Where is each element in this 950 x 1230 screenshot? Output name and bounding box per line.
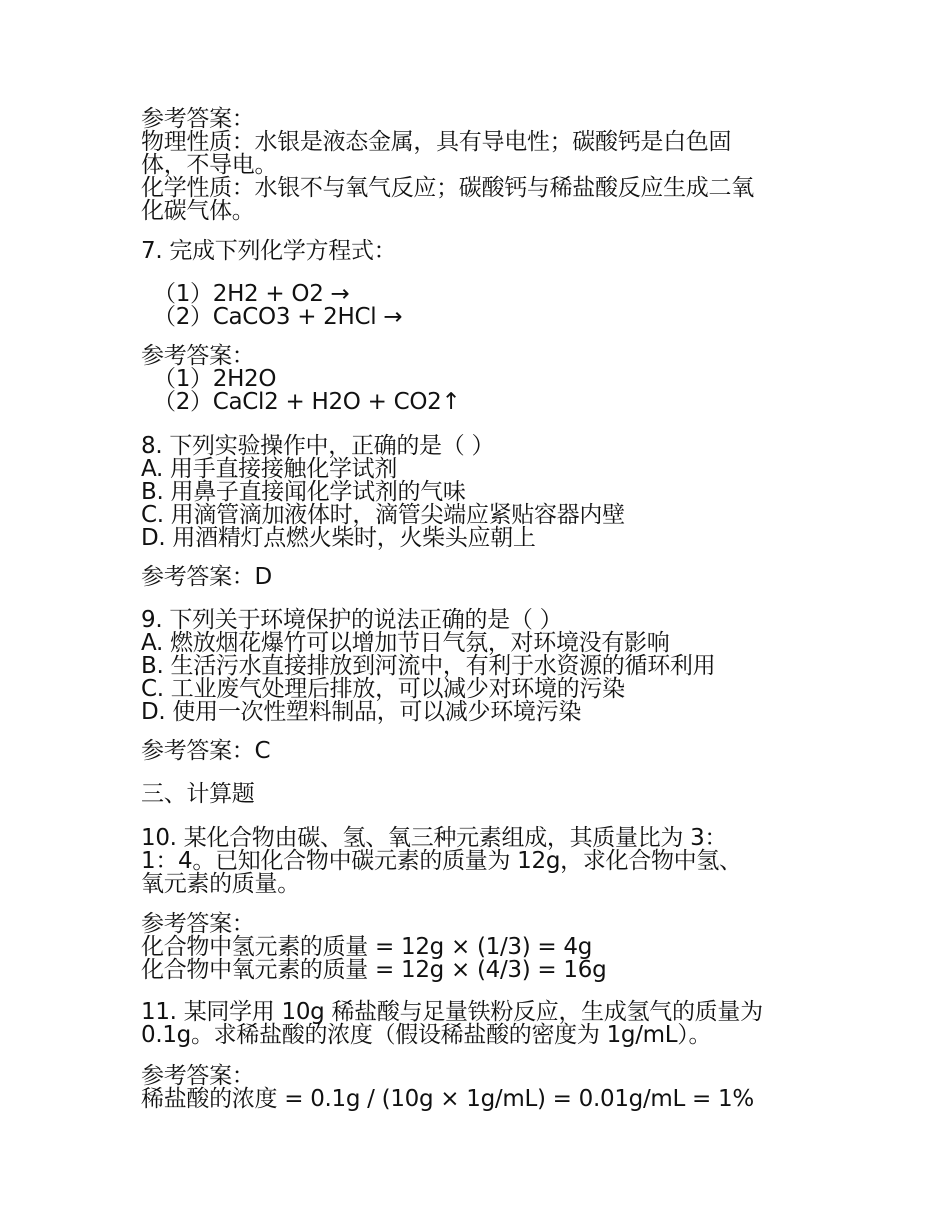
answer-line: 体，不导电。 [141, 152, 278, 178]
answer-label: 参考答案： [141, 343, 255, 369]
section-heading: 三、计算题 [141, 781, 255, 807]
equation-item: （1）2H2 + O2 → [153, 281, 350, 307]
question-text: 11. 某同学用 10g 稀盐酸与足量铁粉反应，生成氢气的质量为 [141, 999, 763, 1025]
question-10 [141, 827, 831, 896]
question-text: 8. 下列实验操作中，正确的是（ ） [141, 433, 495, 459]
answer-line: 化合物中氢元素的质量 = 12g × (1/3) = 4g [141, 934, 593, 960]
answer-line: （1）2H2O [153, 366, 277, 392]
option-d: D. 用酒精灯点燃火柴时，火柴头应朝上 [141, 525, 536, 551]
answer-label: 参考答案： [141, 911, 255, 937]
question-7-items [141, 283, 831, 329]
answer-line: 稀盐酸的浓度 = 0.1g / (10g × 1g/mL) = 0.01g/mL = 1% [141, 1086, 754, 1112]
answer-line: 化合物中氧元素的质量 = 12g × (4/3) = 16g [141, 957, 607, 983]
equation-item: （2）CaCO3 + 2HCl → [153, 304, 403, 330]
option-c: C. 用滴管滴加液体时，滴管尖端应紧贴容器内壁 [141, 502, 625, 528]
answer-block-11 [141, 1065, 831, 1111]
answer-block-7 [141, 345, 831, 414]
answer-line: 化碳气体。 [141, 198, 255, 224]
answer-line: 参考答案：C [141, 738, 271, 764]
question-7 [141, 240, 831, 263]
question-text: 氧元素的质量。 [141, 871, 300, 897]
answer-line: 化学性质：水银不与氧气反应；碳酸钙与稀盐酸反应生成二氧 [141, 175, 754, 201]
answer-block-9 [141, 740, 831, 763]
question-8 [141, 435, 831, 550]
question-9 [141, 609, 831, 724]
answer-line: 物理性质：水银是液态金属，具有导电性；碳酸钙是白色固 [141, 129, 732, 155]
answer-label: 参考答案： [141, 106, 255, 132]
option-a: A. 用手直接接触化学试剂 [141, 456, 398, 482]
option-a: A. 燃放烟花爆竹可以增加节日气氛，对环境没有影响 [141, 630, 670, 656]
question-11 [141, 1001, 831, 1047]
answer-line: （2）CaCl2 + H2O + CO2↑ [153, 389, 461, 415]
question-text: 7. 完成下列化学方程式： [141, 238, 397, 264]
question-text: 0.1g。求稀盐酸的浓度（假设稀盐酸的密度为 1g/mL）。 [141, 1022, 712, 1048]
section-title [141, 783, 831, 806]
question-text: 1：4。已知化合物中碳元素的质量为 12g，求化合物中氢、 [141, 848, 742, 874]
answer-line: 参考答案：D [141, 564, 272, 590]
answer-label: 参考答案： [141, 1063, 255, 1089]
answer-block-8 [141, 566, 831, 589]
answer-block-6 [141, 108, 831, 223]
option-b: B. 生活污水直接排放到河流中，有利于水资源的循环利用 [141, 653, 716, 679]
question-text: 9. 下列关于环境保护的说法正确的是（ ） [141, 607, 563, 633]
option-b: B. 用鼻子直接闻化学试剂的气味 [141, 479, 466, 505]
option-d: D. 使用一次性塑料制品，可以减少环境污染 [141, 699, 582, 725]
question-text: 10. 某化合物由碳、氢、氧三种元素组成，其质量比为 3： [141, 825, 728, 851]
option-c: C. 工业废气处理后排放，可以减少对环境的污染 [141, 676, 625, 702]
answer-block-10 [141, 913, 831, 982]
